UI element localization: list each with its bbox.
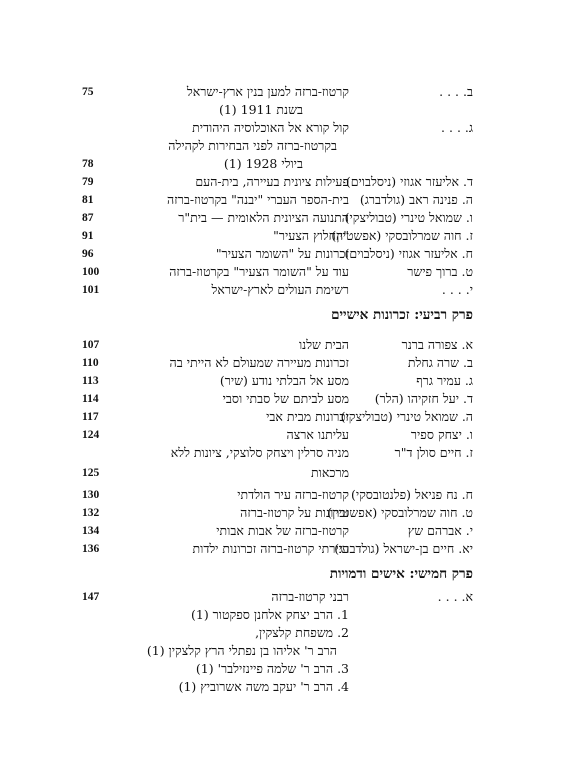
entry-author: ח. אליעזר אגוזי (ניסלבוים) xyxy=(344,246,473,261)
entry-author: י. . . . xyxy=(441,282,473,297)
toc-row xyxy=(0,464,573,482)
page-number: 117 xyxy=(82,411,99,423)
entry-title: מסע לביתם של סבתי וסבי xyxy=(222,391,349,406)
entry-author: א. . . . xyxy=(437,589,473,604)
entry-title: "החלוץ הצעיר" xyxy=(273,228,349,243)
page-number: 100 xyxy=(82,266,100,278)
page-number: 91 xyxy=(82,230,94,242)
entry-author: ב. שרה גחלת xyxy=(407,355,473,370)
entry-author: ו. שמואל טינרי (טבוליצקי) xyxy=(344,210,473,225)
toc-row xyxy=(0,336,573,354)
toc-row xyxy=(0,119,573,137)
entry-author: ה. שמואל טינרי (טבוליצקי) xyxy=(340,409,473,424)
page-number: 78 xyxy=(82,158,94,170)
entry-author: ז. חוה שמרלובסקי (אפשטיין) xyxy=(331,228,473,243)
entry-author: ה. פנינה ראב (גולדברג) xyxy=(359,192,473,207)
entry-title: רשימת העולים לארץ-ישראל xyxy=(211,282,349,297)
entry-title: קרטוז-ברזה עיר הולדתי xyxy=(237,487,349,502)
entry-title: מרכאות xyxy=(311,465,349,480)
entry-title: הבית שלנו xyxy=(298,337,349,352)
entry-title: עליתנו ארצה xyxy=(286,427,349,442)
entry-author: י. אברהם שץ xyxy=(407,523,473,538)
page-number: 110 xyxy=(82,357,99,369)
page-number: 96 xyxy=(82,248,94,260)
toc-row xyxy=(0,83,573,101)
toc-row xyxy=(0,540,573,558)
sub-item: 1. הרב יצחק אלחנן ספקטור (1) xyxy=(190,607,349,622)
toc-row xyxy=(0,390,573,408)
entry-title: קול קורא אל האוכלוסיה היהודית xyxy=(192,120,349,135)
toc-row xyxy=(0,155,573,173)
toc-row xyxy=(0,263,573,281)
page-number: 79 xyxy=(82,176,94,188)
entry-author: ג. . . . xyxy=(441,120,473,135)
page-number: 136 xyxy=(82,543,100,555)
entry-author: ו. יצחק ספיר xyxy=(410,427,473,442)
toc-row xyxy=(0,137,573,155)
page-number: 147 xyxy=(82,591,100,603)
toc-row xyxy=(0,209,573,227)
entry-title: מסע אל הבלתי נודע (שיר) xyxy=(219,373,349,388)
page-number: 113 xyxy=(82,375,99,387)
entry-title: בית-הספר העברי "יבנה" בקרטוז-ברזה xyxy=(167,192,349,207)
entry-title: זכרונות מעיירה שמעולם לא הייתי בה xyxy=(169,355,349,370)
entry-author: ג. עמיר גרף xyxy=(416,373,473,388)
entry-title: פעילות ציונית בעיירה, בית-העם xyxy=(195,174,349,189)
entry-title: ביולי 1928 (1) xyxy=(223,156,303,171)
toc-row xyxy=(0,504,573,522)
page-number: 87 xyxy=(82,212,94,224)
entry-title: מניה סרלין ויצחק סלוצקי, ציונות ללא xyxy=(170,445,349,460)
toc-row xyxy=(0,588,573,606)
entry-title: עיירתי קרטוז-ברזה זכרונות ילדות xyxy=(192,541,349,556)
sub-item: 2. משפחת קלצקין, xyxy=(255,625,349,640)
section-heading: פרק רביעי: זכרונות אישיים xyxy=(331,307,473,323)
entry-author: ד. אליעזר אגוזי (ניסלבוים) xyxy=(345,174,473,189)
page-number: 107 xyxy=(82,339,100,351)
entry-title: זכרונות על "השומר הצעיר" xyxy=(215,246,349,261)
page-number: 134 xyxy=(82,525,100,537)
page-number: 101 xyxy=(82,284,100,296)
toc-row xyxy=(0,522,573,540)
page-number: 81 xyxy=(82,194,94,206)
entry-title: עוד על "השומר הצעיר" בקרטוז-ברזה xyxy=(169,264,349,279)
toc-row xyxy=(0,426,573,444)
entry-title: בקרטוז-ברזה לפני הבחירות לקהילה xyxy=(168,138,337,153)
toc-row xyxy=(0,191,573,209)
toc-row xyxy=(0,227,573,245)
entry-title: רבני קרטוז-ברזה xyxy=(271,589,349,604)
toc-row xyxy=(0,354,573,372)
toc-row xyxy=(0,281,573,299)
entry-author: א. צפורה ברנר xyxy=(401,337,473,352)
page-number: 124 xyxy=(82,429,100,441)
page-number: 130 xyxy=(82,489,100,501)
page-number: 125 xyxy=(82,467,100,479)
entry-author: ז. חיים סולן ד"ר xyxy=(394,445,473,460)
toc-row xyxy=(0,408,573,426)
sub-item: 3. הרב ר' שלמה פיינזילבר' (1) xyxy=(195,661,349,676)
entry-author: ב. . . . xyxy=(439,84,473,99)
page-number: 75 xyxy=(82,86,94,98)
toc-row xyxy=(0,245,573,263)
page-number: 114 xyxy=(82,393,99,405)
section-heading: פרק חמישי: אישים ודמויות xyxy=(329,566,473,582)
entry-title: זכרונות על קרטוז-ברזה xyxy=(240,505,349,520)
page-number: 132 xyxy=(82,507,100,519)
entry-title: זכרונות מבית אבי xyxy=(266,409,349,424)
sub-item: 4. הרב ר' יעקב משה אשרוביץ (1) xyxy=(178,679,349,694)
toc-row xyxy=(0,486,573,504)
entry-author: ט. חוה שמרלובסקי (אפשטיין) xyxy=(327,505,473,520)
entry-title: קרטוז-ברזה של אבות אבותי xyxy=(216,523,349,538)
entry-author: ט. ברוך פישר xyxy=(407,264,473,279)
toc-row xyxy=(0,372,573,390)
entry-title: קרטוז-ברזה למען בנין ארץ-ישראל xyxy=(186,84,349,99)
entry-title: התנועה הציונית הלאומית — בית"ר xyxy=(178,210,349,225)
entry-author: ח. נח פניאל (פלנטובסקי) xyxy=(350,487,473,502)
sub-item: הרב ר' אליהו בן נפתלי הרץ קלצקין (1) xyxy=(146,643,337,658)
entry-author: ד. יעל חזקיהו (הלר) xyxy=(374,391,473,406)
toc-row xyxy=(0,173,573,191)
toc-row xyxy=(0,101,573,119)
entry-title: בשנת 1911 (1) xyxy=(218,102,303,117)
entry-author: יא. חיים בן-ישראל (גולדברג) xyxy=(334,541,473,556)
toc-row xyxy=(0,444,573,462)
